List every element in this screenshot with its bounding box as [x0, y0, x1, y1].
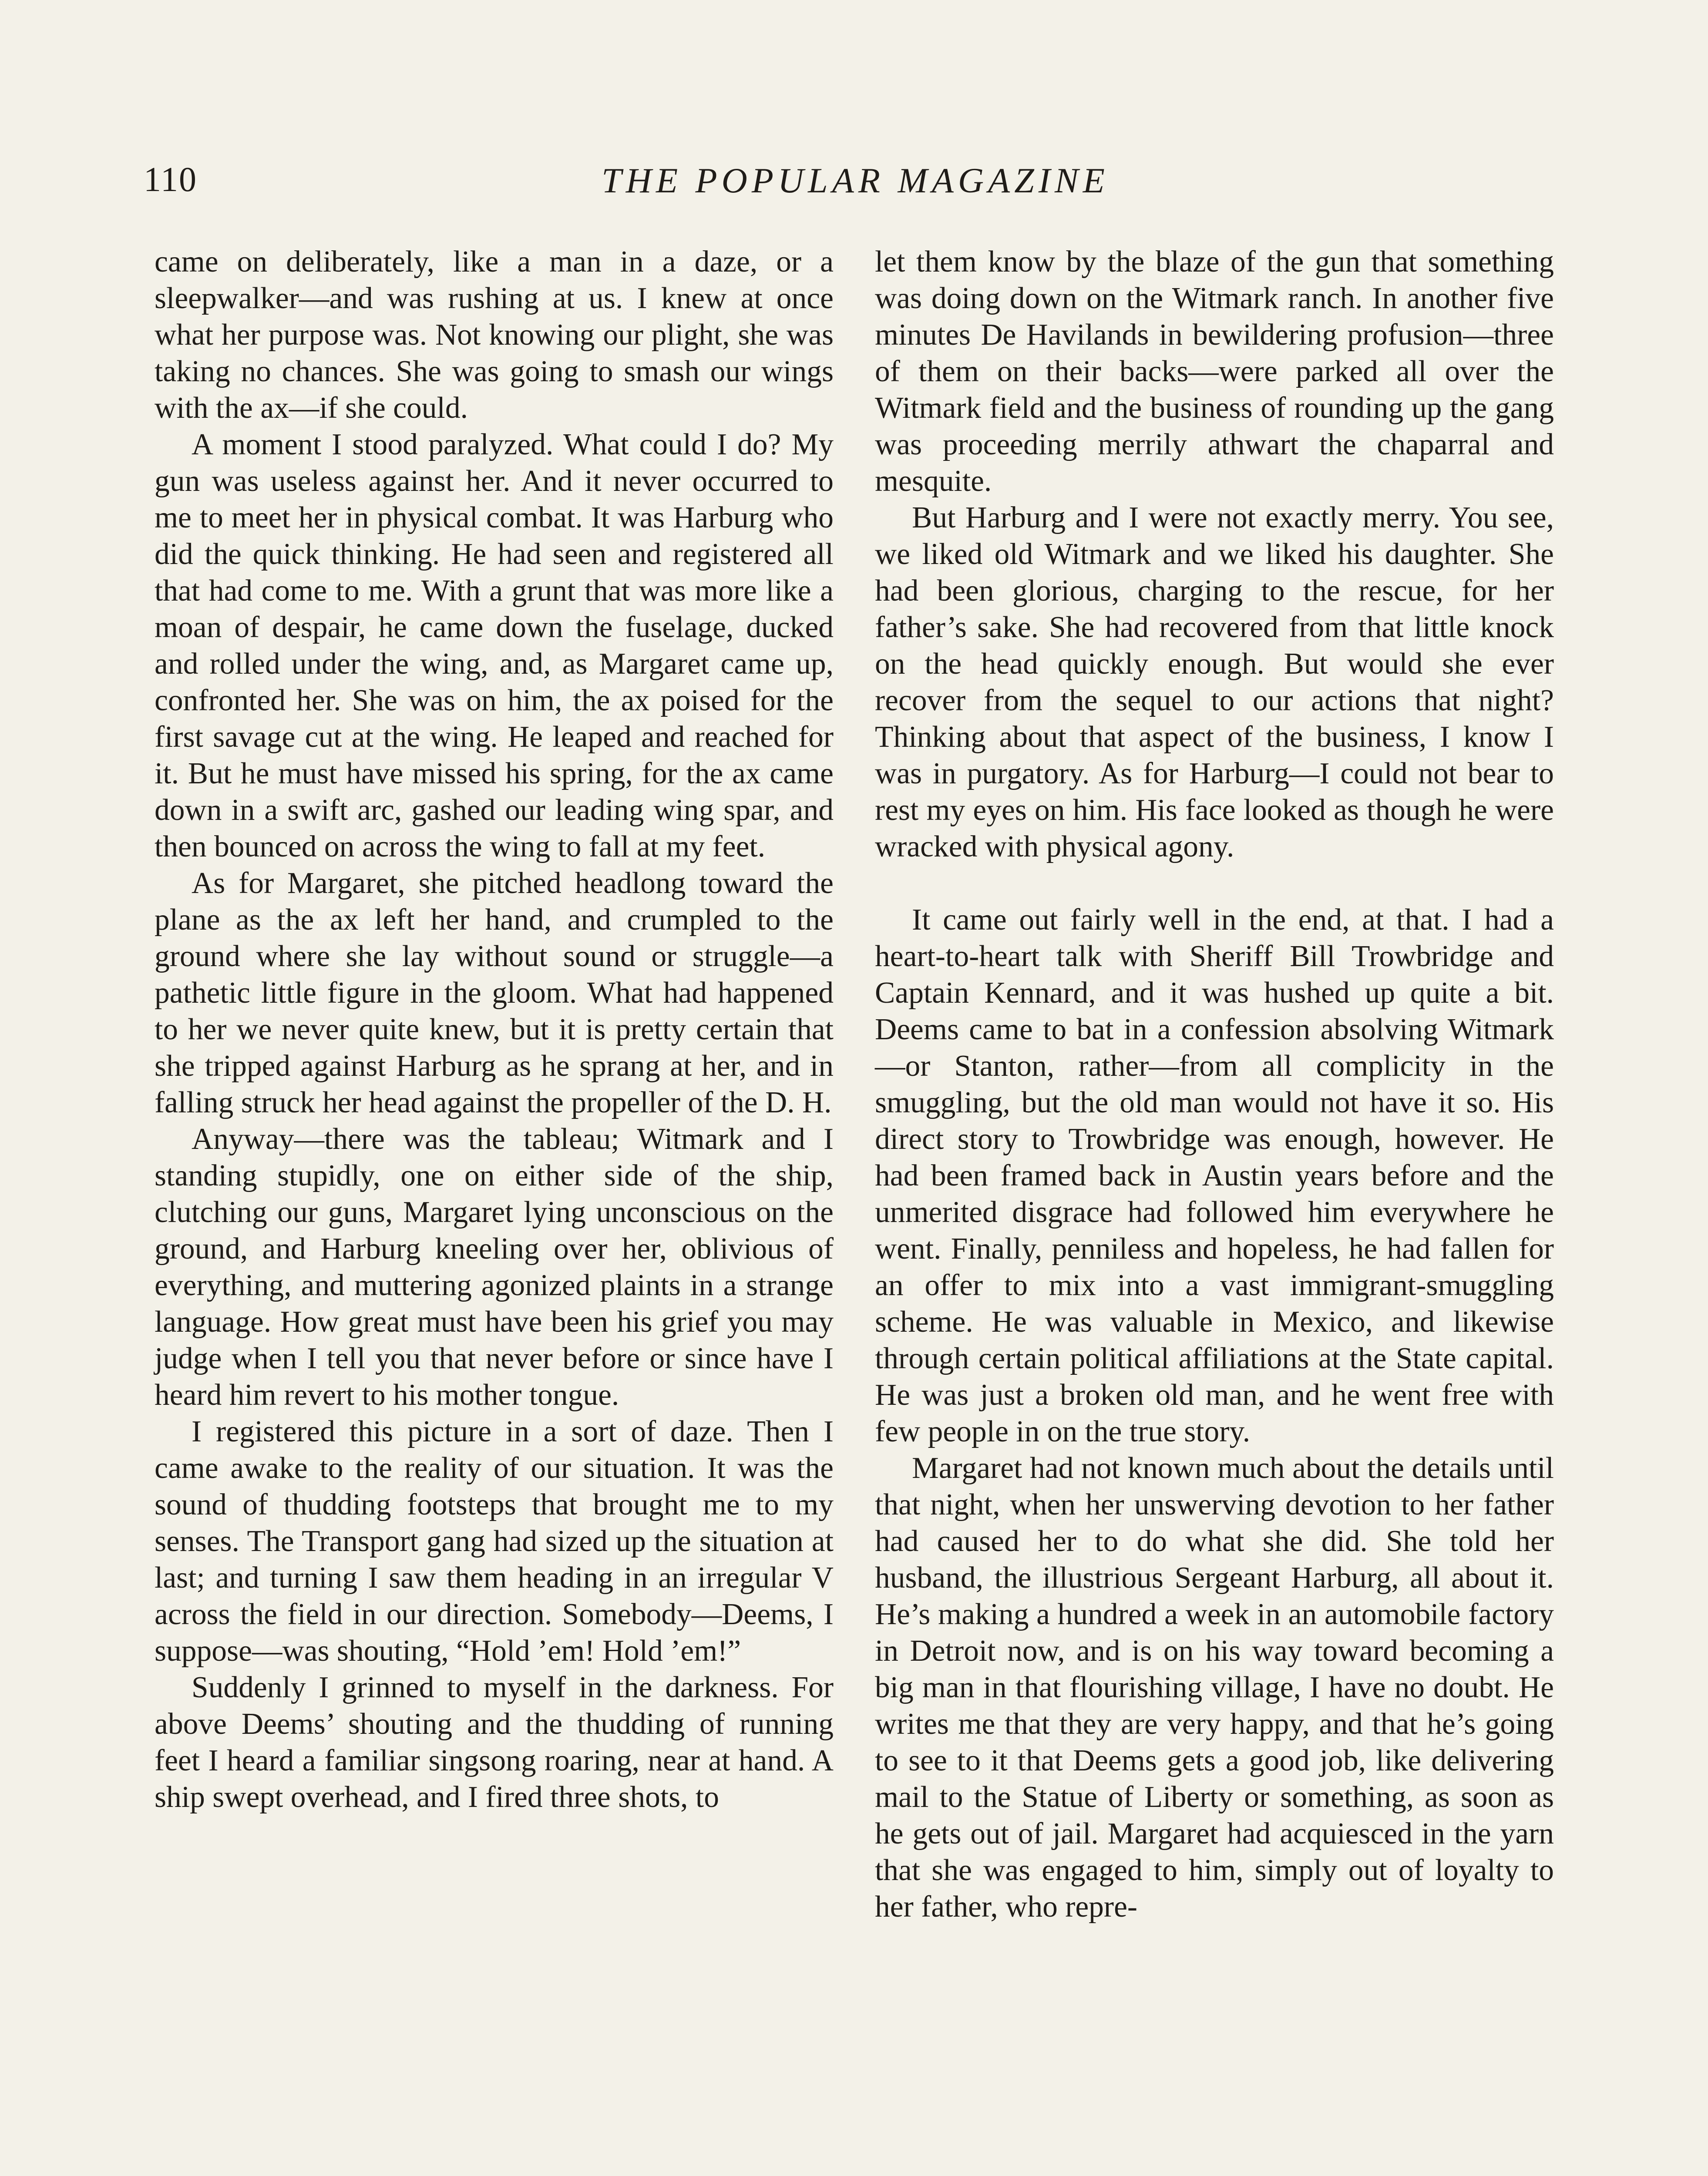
- paragraph: I registered this picture in a sort of daze. Then I came awake to the reality of our situation. It was the sound of thudding footsteps that brought me to my senses. The Transport gang had sized up the situation at last; and turning I saw them heading in an irregular V across the field in our direction. Somebody—Deems, I suppose—was shouting, “Hold ’em! Hold ’em!”: [155, 1415, 834, 1668]
- paragraph: A moment I stood paralyzed. What could I do? My gun was useless against her. And it never occurred to me to meet her in physical combat. It was Harburg who did the quick thinking. He had seen and registered all that had come to me. With a grunt that was more like a moan of despair, he came down the fuselage, ducked and rolled under the wing, and, as Margaret came up, confronted her. She was on him, the ax poised for the first savage cut at the wing. He leaped and reached for it. But he must have missed his spring, for the ax came down in a swift arc, gashed our leading wing spar, and then bounced on across the wing to fall at my feet.: [155, 428, 834, 863]
- page-number: 110: [144, 161, 198, 199]
- paragraph: came on deliberately, like a man in a daze, or a sleepwalker—and was rushing at us. I knew at once what her purpose was. Not knowing our plight, she was taking no chances. She was going to smash our wings with the ax—if she could.: [155, 245, 834, 425]
- right-column: [875, 244, 1554, 1925]
- paragraph: As for Margaret, she pitched headlong toward the plane as the ax left her hand, and crumpled to the ground where she lay without sound or struggle—a pathetic little figure in the gloom. What had happened to her we never quite knew, but it is pretty certain that she tripped against Harburg as he sprang at her, and in falling struck her head against the propeller of the D. H.: [155, 866, 834, 1119]
- paragraph-section-start: It came out fairly well in the end, at that. I had a heart-to-heart talk with Sheriff Bill Trowbridge and Captain Kennard, and it was hushed up quite a bit. Deems came to bat in a confession absolving Witmark—or Stanton, rather—from all complicity in the smuggling, but the old man would not have it so. His direct story to Trowbridge was enough, however. He had been framed back in Austin years before and the unmerited disgrace had followed him everywhere he went. Finally, penniless and hopeless, he had fallen for an offer to mix into a vast immigrant-smuggling scheme. He was valuable in Mexico, and likewise through certain political affiliations at the State capital. He was just a broken old man, and he went free with few people in on the true story.: [875, 903, 1554, 1448]
- paragraph: But Harburg and I were not exactly merry. You see, we liked old Witmark and we liked his daughter. She had been glorious, charging to the rescue, for her father’s sake. She had recovered from that little knock on the head quickly enough. But would she ever recover from the sequel to our actions that night? Thinking about that aspect of the business, I know I was in purgatory. As for Harburg—I could not bear to rest my eyes on him. His face looked as though he were wracked with physical agony.: [875, 501, 1554, 863]
- paragraph: Margaret had not known much about the details until that night, when her unswerving devotion to her father had caused her to do what she did. She told her husband, the illustrious Sergeant Harburg, all about it. He’s making a hundred a week in an automobile factory in Detroit now, and is on his way toward becoming a big man in that flourishing village, I have no doubt. He writes me that they are very happy, and that he’s going to see to it that Deems gets a good job, like delivering mail to the Statue of Liberty or something, as soon as he gets out of jail. Margaret had acquiesced in the yarn that she was engaged to him, simply out of loyalty to her father, who repre-: [875, 1451, 1554, 1924]
- paragraph: Anyway—there was the tableau; Witmark and I standing stupidly, one on either side of the ship, clutching our guns, Margaret lying unconscious on the ground, and Harburg kneeling over her, oblivious of everything, and muttering agonized plaints in a strange language. How great must have been his grief you may judge when I tell you that never before or since have I heard him revert to his mother tongue.: [155, 1122, 834, 1412]
- running-title: THE POPULAR MAGAZINE: [602, 161, 1109, 200]
- page-header: [144, 160, 1567, 217]
- paragraph: Suddenly I grinned to myself in the darkness. For above Deems’ shouting and the thudding of running feet I heard a familiar singsong roaring, near at hand. A ship swept overhead, and I fired three shots, to: [155, 1671, 834, 1814]
- left-column: [155, 244, 834, 1816]
- paragraph: let them know by the blaze of the gun that something was doing down on the Witmark ranch. In another five minutes De Havilands in bewildering profusion—three of them on their backs—were parked all over the Witmark field and the business of rounding up the gang was proceeding merrily athwart the chaparral and mesquite.: [875, 245, 1554, 498]
